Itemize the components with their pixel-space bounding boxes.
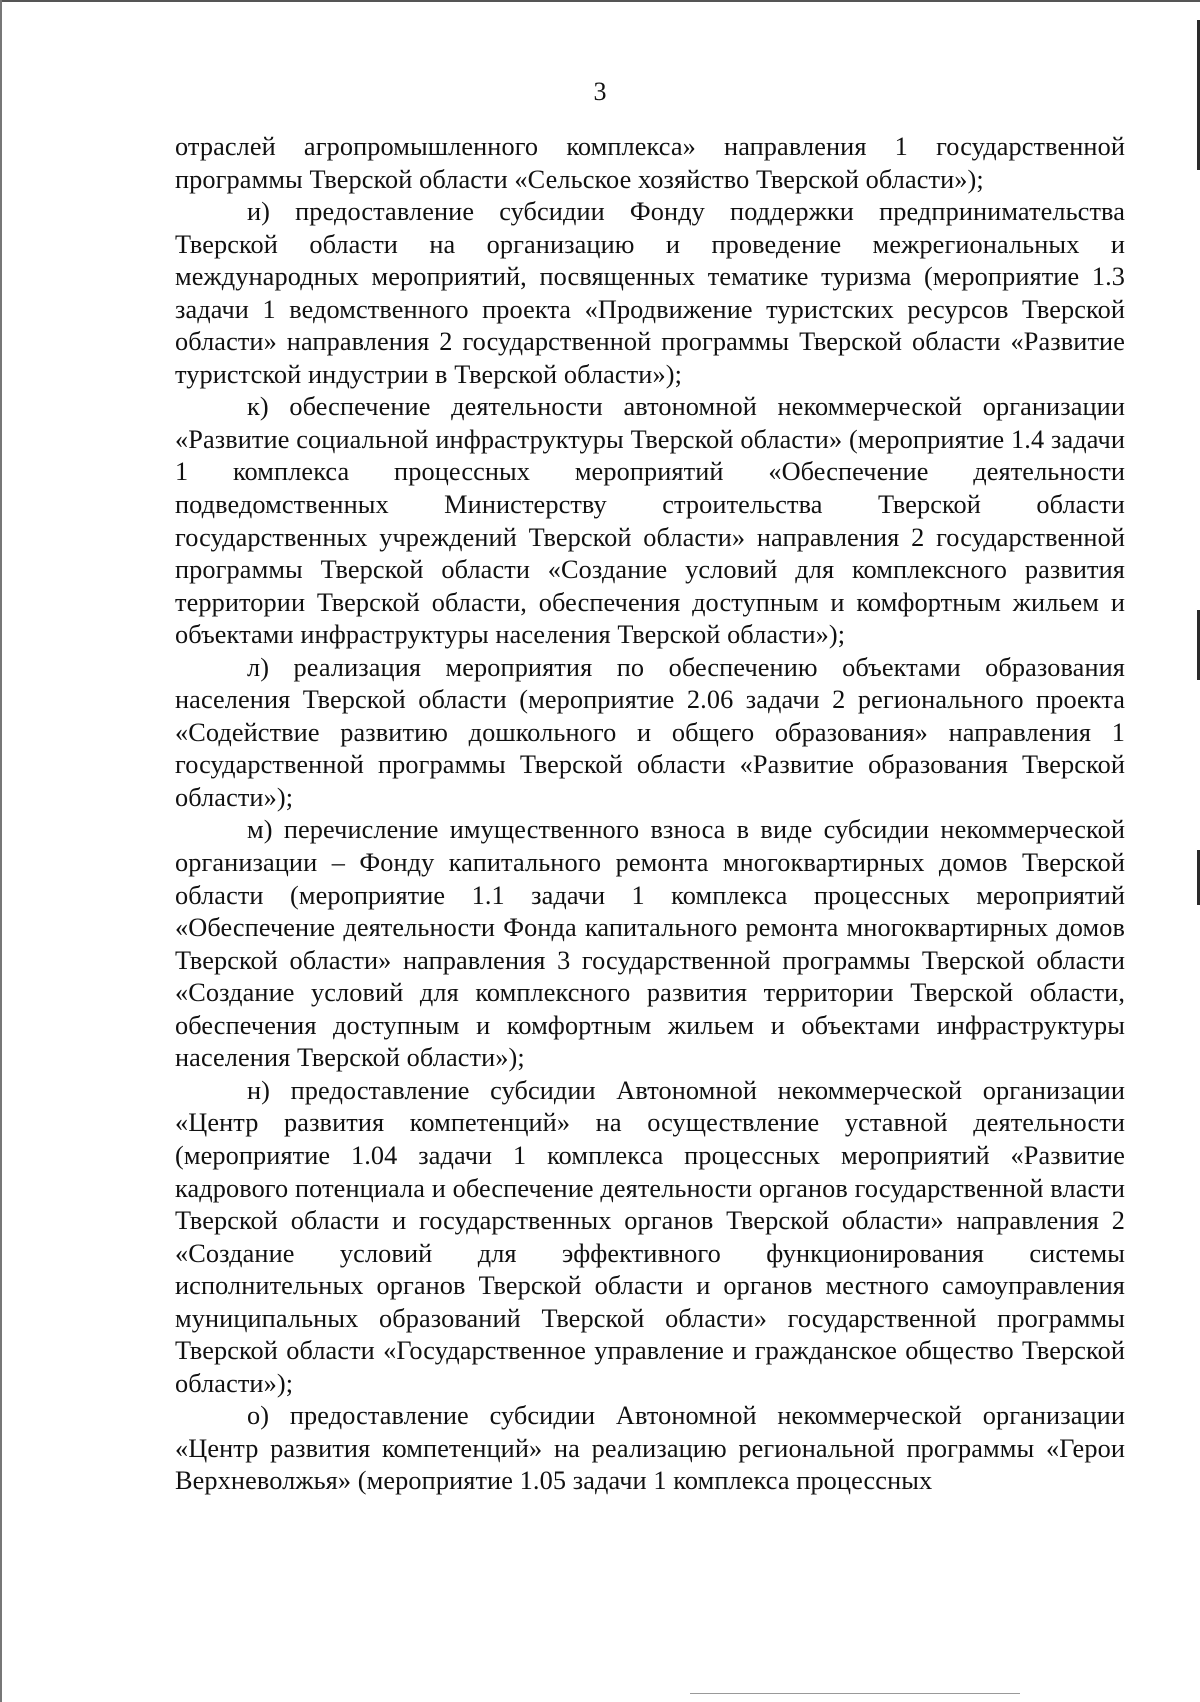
- page-number: 3: [593, 77, 607, 106]
- paragraph-item-n: н) предоставление субсидии Автономной некоммерческой организации «Центр развития компетенций» на осуществление уставной деятельности (мероприятие 1.04 задачи 1 комплекса процессных мероприятий «Развитие кадрового потенциала и обеспечение деятельности органов государственной власти Тверской области и государственных органов Тверской области» направления 2 «Создание условий для эффективного функционирования системы исполнительных органов Тверской области и органов местного самоуправления муниципальных образований Тверской области» государственной программы Тверской области «Государственное управление и гражданское общество Тверской области»);: [175, 1075, 1125, 1398]
- scan-bottom-edge-mark: [690, 1693, 1020, 1694]
- paragraph-item-o: о) предоставление субсидии Автономной некоммерческой организации «Центр развития компетенций» на реализацию региональной программы «Герои Верхневолжья» (мероприятие 1.05 задачи 1 комплекса процессных: [175, 1401, 1125, 1496]
- paragraph-item-i: и) предоставление субсидии Фонду поддержки предпринимательства Тверской области на организацию и проведение межрегиональных и международных мероприятий, посвященных тематике туризма (мероприятие 1.3 задачи 1 ведомственного проекта «Продвижение туристских ресурсов Тверской области» направления 2 государственной программы Тверской области «Развитие туристской индустрии в Тверской области»);: [175, 197, 1125, 389]
- paragraph-continuation: отраслей агропромышленного комплекса» направления 1 государственной программы Тверской области «Сельское хозяйство Тверской области»);: [175, 132, 1125, 194]
- paragraph-item-k: к) обеспечение деятельности автономной некоммерческой организации «Развитие социальной инфраструктуры Тверской области» (мероприятие 1.4 задачи 1 комплекса процессных мероприятий «Обеспечение деятельности подведомственных Министерству строительства Тверской области государственных учреждений Тверской области» направления 2 государственной программы Тверской области «Создание условий для комплексного развития территории Тверской области, обеспечения доступным и комфортным жильем и объектами инфраструктуры населения Тверской области»);: [175, 392, 1125, 650]
- paragraph-item-l: л) реализация мероприятия по обеспечению объектами образования населения Тверской области (мероприятие 2.06 задачи 2 регионального проекта «Содействие развитию дошкольного и общего образования» направления 1 государственной программы Тверской области «Развитие образования Тверской области»);: [175, 652, 1125, 812]
- paragraph-item-m: м) перечисление имущественного взноса в виде субсидии некоммерческой организации – Фонду капитального ремонта многоквартирных домов Тверской области (мероприятие 1.1 задачи 1 комплекса процессных мероприятий «Обеспечение деятельности Фонда капитального ремонта многоквартирных домов Тверской области» направления 3 государственной программы Тверской области «Создание условий для комплексного развития территории Тверской области, обеспечения доступным и комфортным жильем и объектами инфраструктуры населения Тверской области»);: [175, 815, 1125, 1073]
- document-body: [175, 131, 1125, 1498]
- scan-left-edge: [0, 0, 2, 1702]
- scan-top-edge: [0, 0, 1200, 2]
